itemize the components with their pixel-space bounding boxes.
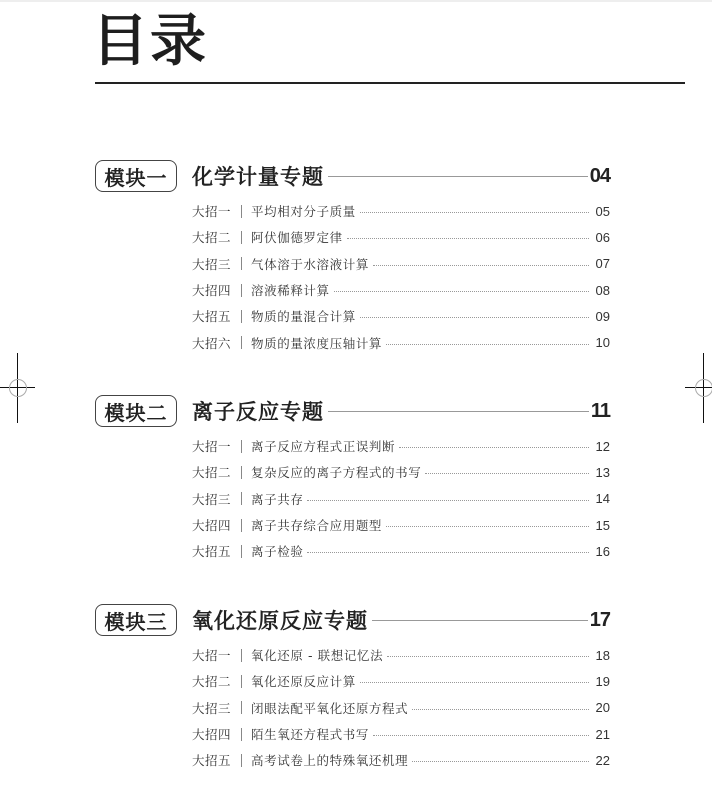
entry-title: 物质的量混合计算: [251, 309, 356, 325]
toc-entry[interactable]: [192, 303, 610, 329]
dot-leader: [412, 709, 589, 710]
entry-title: 氧化还原 - 联想记忆法: [251, 648, 384, 664]
dot-leader: [360, 317, 589, 318]
module-title: 化学计量专题: [192, 165, 324, 189]
toc-entry[interactable]: [192, 747, 610, 773]
toc-entry[interactable]: [192, 512, 610, 538]
registration-mark-right-icon: [680, 353, 712, 423]
entry-page-number: 15: [595, 517, 610, 533]
toc-entry[interactable]: [192, 668, 610, 694]
separator: [241, 310, 242, 323]
dot-leader: [386, 526, 589, 527]
entry-page-number: 16: [595, 543, 610, 559]
toc-entry[interactable]: [192, 329, 610, 355]
dot-leader: [387, 656, 589, 657]
module-header[interactable]: [95, 158, 610, 198]
entry-page-number: 20: [595, 700, 610, 716]
entry-title: 氧化还原反应计算: [251, 674, 356, 690]
entry-page-number: 21: [595, 726, 610, 742]
entry-page-number: 12: [595, 438, 610, 454]
dot-leader: [360, 212, 589, 213]
module-header[interactable]: [95, 393, 610, 433]
entry-label: 大招二: [192, 230, 232, 246]
entry-label: 大招五: [192, 544, 232, 560]
entry-label: 大招四: [192, 518, 232, 534]
dot-leader: [334, 291, 589, 292]
title-divider: [95, 82, 685, 84]
entry-page-number: 13: [595, 464, 610, 480]
module-badge: 模块一: [95, 160, 177, 192]
module-title: 离子反应专题: [192, 400, 324, 424]
entry-label: 大招五: [192, 753, 232, 769]
separator: [241, 701, 242, 714]
entry-title: 溶液稀释计算: [251, 283, 330, 299]
entry-title: 离子共存: [251, 491, 304, 507]
top-edge-strip: [0, 0, 712, 2]
entry-page-number: 07: [595, 256, 610, 272]
leader-line: [328, 411, 589, 412]
dot-leader: [307, 552, 589, 553]
leader-line: [372, 620, 588, 621]
toc-entry[interactable]: [192, 224, 610, 250]
entry-page-number: 08: [595, 282, 610, 298]
separator: [241, 231, 242, 244]
dot-leader: [399, 447, 589, 448]
toc-entry[interactable]: [192, 538, 610, 564]
entry-label: 大招三: [192, 256, 232, 272]
entry-page-number: 10: [595, 335, 610, 351]
separator: [241, 205, 242, 218]
dot-leader: [373, 265, 589, 266]
entry-title: 复杂反应的离子方程式的书写: [251, 465, 422, 481]
entry-label: 大招二: [192, 465, 232, 481]
entry-title: 离子反应方程式正误判断: [251, 439, 396, 455]
separator: [241, 440, 242, 453]
toc-module-1: [95, 158, 610, 356]
entry-title: 阿伏伽德罗定律: [251, 230, 343, 246]
entry-page-number: 22: [595, 752, 610, 768]
separator: [241, 728, 242, 741]
toc-entry[interactable]: [192, 486, 610, 512]
entry-title: 气体溶于水溶液计算: [251, 256, 369, 272]
separator: [241, 257, 242, 270]
separator: [241, 545, 242, 558]
entry-title: 平均相对分子质量: [251, 204, 356, 220]
dot-leader: [307, 500, 589, 501]
module-title: 氧化还原反应专题: [192, 609, 368, 633]
entry-label: 大招三: [192, 700, 232, 716]
entry-title: 物质的量浓度压轴计算: [251, 335, 383, 351]
module-header[interactable]: [95, 602, 610, 642]
toc-module-3: [95, 602, 610, 773]
entry-page-number: 18: [595, 647, 610, 663]
entry-label: 大招四: [192, 283, 232, 299]
dot-leader: [373, 735, 589, 736]
toc-entry[interactable]: [192, 433, 610, 459]
separator: [241, 492, 242, 505]
entry-label: 大招一: [192, 648, 232, 664]
entry-label: 大招五: [192, 309, 232, 325]
toc-entry[interactable]: [192, 695, 610, 721]
module-badge: 模块三: [95, 604, 177, 636]
entry-label: 大招二: [192, 674, 232, 690]
dot-leader: [386, 344, 589, 345]
entry-label: 大招六: [192, 335, 232, 351]
module-badge: 模块二: [95, 395, 177, 427]
entry-page-number: 19: [595, 673, 610, 689]
toc-entry[interactable]: [192, 251, 610, 277]
separator: [241, 675, 242, 688]
toc-entry[interactable]: [192, 198, 610, 224]
toc-entry[interactable]: [192, 721, 610, 747]
toc-entry[interactable]: [192, 277, 610, 303]
entry-page-number: 14: [595, 491, 610, 507]
entry-page-number: 06: [595, 229, 610, 245]
dot-leader: [412, 761, 589, 762]
separator: [241, 649, 242, 662]
leader-line: [328, 176, 588, 177]
toc-module-2: [95, 393, 610, 564]
module-page-number: 17: [589, 608, 610, 631]
entry-label: 大招三: [192, 491, 232, 507]
entry-label: 大招一: [192, 204, 232, 220]
entry-title: 陌生氧还方程式书写: [251, 727, 369, 743]
module-page-number: 04: [589, 164, 610, 187]
entry-label: 大招一: [192, 439, 232, 455]
separator: [241, 754, 242, 767]
separator: [241, 466, 242, 479]
entry-title: 高考试卷上的特殊氧还机理: [251, 753, 409, 769]
dot-leader: [425, 473, 589, 474]
separator: [241, 336, 242, 349]
entry-label: 大招四: [192, 727, 232, 743]
page-title: 目录: [92, 9, 208, 74]
entry-title: 闭眼法配平氧化还原方程式: [251, 700, 409, 716]
entry-title: 离子检验: [251, 544, 304, 560]
dot-leader: [347, 238, 589, 239]
registration-mark-left-icon: [0, 353, 40, 423]
module-page-number: 11: [590, 399, 610, 422]
entry-page-number: 09: [595, 308, 610, 324]
toc-entry[interactable]: [192, 459, 610, 485]
entry-title: 离子共存综合应用题型: [251, 518, 383, 534]
toc-entry[interactable]: [192, 642, 610, 668]
separator: [241, 284, 242, 297]
entry-page-number: 05: [595, 203, 610, 219]
separator: [241, 519, 242, 532]
dot-leader: [360, 682, 589, 683]
